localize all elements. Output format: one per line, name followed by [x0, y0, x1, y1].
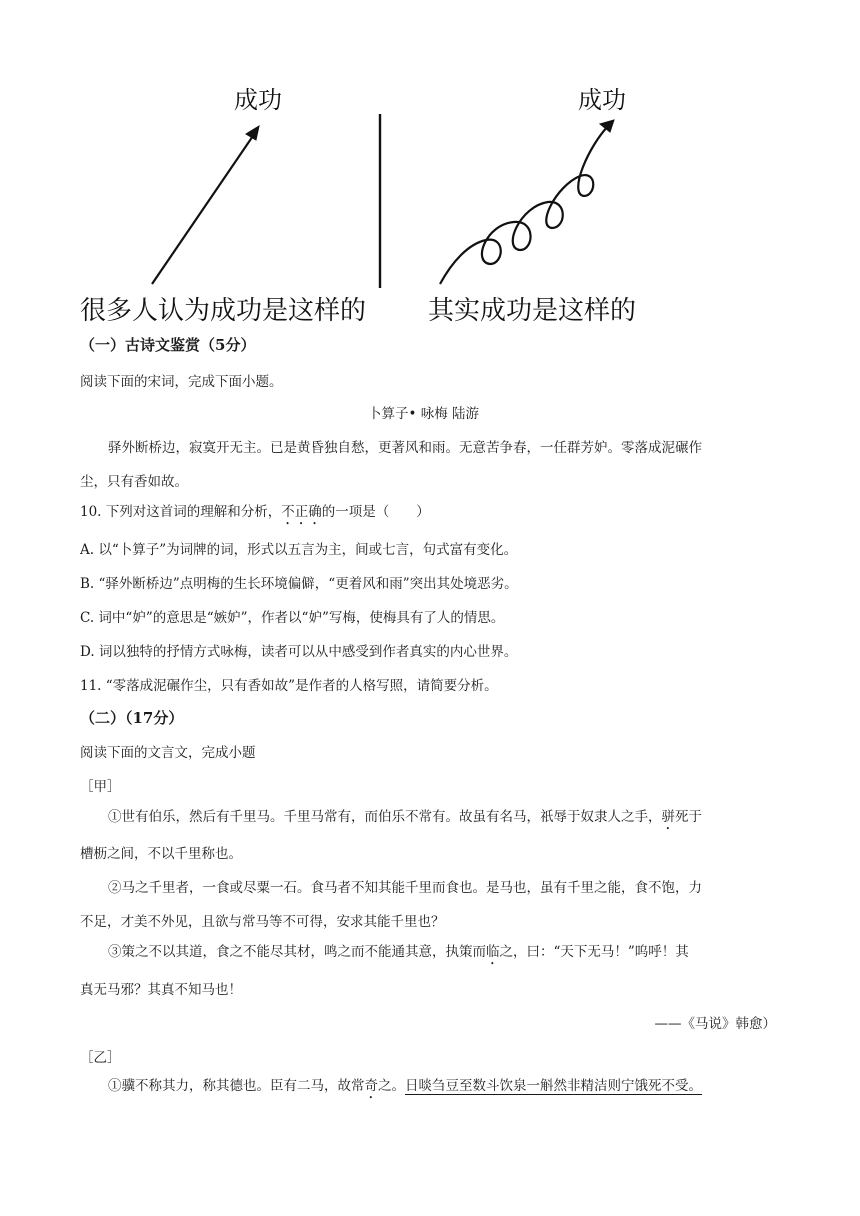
jia-paragraph-3-line-1 [108, 940, 689, 968]
jia-paragraph-2-line-1: ②马之千里者，一食或尽粟一石。食马者不知其能千里而食也。是马也，虽有千里之能，食不饱，力 [108, 880, 702, 896]
poem-title: 卜算子• 咏梅 陆游 [368, 406, 480, 422]
jia-p1-text-b: 死于 [675, 809, 702, 825]
option-c: C. 词中“妒”的意思是“嫉妒”，作者以“妒”写梅，使梅具有了人的情思。 [80, 610, 505, 626]
curly-arrow-line [440, 124, 610, 284]
jia-paragraph-1-line-2: 槽枥之间，不以千里称也。 [80, 846, 242, 862]
question-10 [80, 500, 430, 528]
question-11: 11. “零落成泥碾作尘，只有香如故”是作者的人格写照，请简要分析。 [80, 678, 498, 694]
q10-suffix: 的一项是（ ） [321, 504, 430, 520]
section2-instruction: 阅读下面的文言文，完成小题 [80, 745, 256, 761]
section1-instruction: 阅读下面的宋词，完成下面小题。 [80, 374, 283, 390]
passage-source: ——《马说》韩愈） [654, 1016, 776, 1032]
right-caption: 其实成功是这样的 [428, 296, 637, 326]
jia-paragraph-3-line-2: 真无马邪？其真不知马也！ [80, 982, 242, 998]
straight-arrowhead-icon [246, 126, 259, 140]
poem-line-1: 驿外断桥边，寂寞开无主。已是黄昏独自愁，更著风和雨。无意苦争春，一任群芳妒。零落成泥碾作 [108, 440, 702, 456]
success-path-drawing [0, 0, 860, 300]
option-b: B. “驿外断桥边”点明梅的生长环境偏僻，“更着风和雨”突出其处境恶劣。 [80, 576, 518, 592]
passage-jia-label: ［甲］ [80, 779, 121, 795]
jia-p1-emphasis: 骈 [661, 809, 675, 825]
option-d: D. 词以独特的抒情方式咏梅，读者可以从中感受到作者真实的内心世界。 [80, 644, 518, 660]
straight-arrow-line [152, 130, 257, 284]
jia-p3-emphasis: 临 [486, 944, 500, 960]
passage-yi-label: ［乙］ [80, 1050, 121, 1066]
yi-text-b: 之。 [378, 1078, 405, 1094]
right-success-label: 成功 [578, 86, 626, 114]
yi-emphasis: 奇 [364, 1078, 378, 1094]
yi-underlined-sentence: 日啖刍豆至数斗饮泉一斛然非精洁则宁饿死不受。 [405, 1078, 702, 1094]
jia-p1-text-a: ①世有伯乐，然后有千里马。千里马常有，而伯乐不常有。故虽有名马，祇辱于奴隶人之手， [108, 809, 662, 825]
poem-line-2: 尘，只有香如故。 [80, 474, 188, 490]
yi-text-a: ①骥不称其力，称其德也。臣有二马，故常 [108, 1078, 365, 1094]
jia-paragraph-1-line-1 [108, 805, 702, 833]
yi-paragraph-1-line-1 [108, 1074, 702, 1102]
q10-emphasis: 不正确 [281, 504, 322, 520]
jia-paragraph-2-line-2: 不足，才美不外见，且欲与常马等不可得，安求其能千里也？ [80, 914, 445, 930]
jia-p3-text-a: ③策之不以其道，食之不能尽其材，鸣之而不能通其意，执策而 [108, 944, 486, 960]
left-success-label: 成功 [234, 86, 282, 114]
option-a: A. 以“卜算子”为词牌的词，形式以五言为主，间或七言，句式富有变化。 [80, 542, 518, 558]
section1-heading: （一）古诗文鉴赏（5分） [80, 336, 256, 354]
curly-arrowhead-icon [600, 120, 614, 132]
left-caption: 很多人认为成功是这样的 [80, 296, 367, 326]
q10-prefix: 10. 下列对这首词的理解和分析， [80, 504, 282, 520]
section2-heading: （二）（17分） [80, 709, 184, 727]
jia-p3-text-b: 之，曰：“天下无马！”呜呼！其 [499, 944, 689, 960]
